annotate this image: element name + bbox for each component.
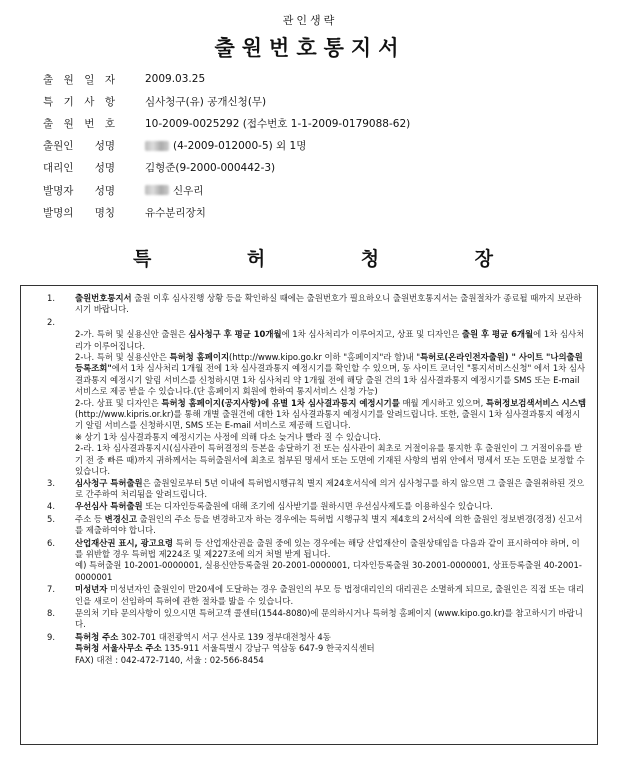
field-value: 유수분리장치 — [145, 206, 206, 219]
field-value: 김형준(9-2000-000442-3) — [145, 162, 276, 175]
field-label: 출 원 번 호 — [43, 117, 115, 130]
field-value: 10-2009-0025292 (접수번호 1-1-2009-0179088-62) — [145, 117, 411, 130]
notice-item: 7. 미성년자 미성년자인 출원인이 만20세에 도달하는 경우 출원인의 부모 등 법정대리인의 대리권은 소멸하게 되므로, 출원인은 직접 또는 대리인을 새로이 선임하여 특허에 관한 절차를 밟을 수 있습니다. — [47, 584, 584, 606]
field-label: 발명자 성명 — [43, 184, 115, 197]
field-label: 특 기 사 항 — [43, 95, 115, 108]
stamp-omitted-label: 관인생략 — [282, 14, 338, 27]
field-filing-date — [43, 68, 603, 90]
field-label: 출 원 일 자 — [43, 73, 115, 86]
notice-item: 9. 특허청 주소 302-701 대전광역시 서구 선사로 139 정부대전청사 4동 특허청 서울사무소 주소 135-911 서울특별시 강남구 역삼동 647-9 한국지식센터 FAX) 대전 : 042-472-7140, 서울 : 02-566-8454 — [47, 631, 375, 665]
application-fields — [43, 68, 603, 223]
field-value: 심사청구(유) 공개신청(무) — [145, 95, 267, 108]
notice-item: 3. 심사청구 특허출원은 출원일로부터 5년 이내에 특허법시행규칙 별지 제24호서식에 의거 심사청구를 하지 않으면 그 출원은 출원취하된 것으로 간주하여 처리됨을 알려드립니다. — [47, 477, 585, 499]
redacted-name-blur — [145, 141, 169, 151]
notice-item: 8. 문의처 기타 문의사항이 있으시면 특허고객 콜센터(1544-8080)에 문의하시거나 특허청 홈페이지 (www.kipo.go.kr)를 참고하시기 바랍니다. — [47, 607, 583, 630]
notice-box — [20, 285, 598, 745]
notice-subitem: 2-다. 상표 및 디자인은 특허청 홈페이지(공지사항)에 유별 1차 심사결과통지 예정시기를 매월 게시하고 있으며, 특허정보검색서비스 시스템(http://www.kipris.or.kr)를 통해 개별 출원건에 대한 1차 심사결과통지 예정시기를 알려드립니다. 또한, 출원시 1차 심사결과통지 예정시기 알림 서비스를 신청하시면, SMS 또는 E-mail 서비스로 제공해 드립니다. — [75, 397, 586, 431]
notice-subitem: 2-가. 특허 및 실용신안 출원은 심사청구 후 평균 10개월에 1차 심사처리가 이루어지고, 상표 및 디자인은 출원 후 평균 6개월에 1차 심사처리가 이루어집니다. — [75, 329, 585, 351]
notice-item: 5. 주소 등 변경신고 출원인의 주소 등을 변경하고자 하는 경우에는 특허법 시행규칙 별지 제4호의 2서식에 의한 출원인 정보변경(경정) 신고서를 제출하여야 합니다. — [47, 513, 583, 536]
field-invention-title — [43, 201, 603, 223]
notice-item: 2. — [47, 316, 55, 327]
notice-item: 4. 우선심사 특허출원 또는 디자인등록출원에 대해 조기에 심사받기를 원하시면 우선심사제도를 이용하실수 있습니다. — [47, 501, 493, 512]
field-label: 대리인 성명 — [43, 162, 115, 175]
page-title: 출원번호통지서 — [214, 36, 406, 60]
field-applicant-name — [43, 135, 603, 157]
notice-subitem: 2-나. 특허 및 실용신안은 특허청 홈페이지(http://www.kipo.go.kr 이하 "홈페이지"라 함)내 "특허로(온라인전자출원) " 사이트 "나의출원등록조회"에서 1차 심사처리 1개월 전에 1차 심사결과통지 예정시기를 확인할 수 있으며, 동 사이트 코너인 "통지서비스신청" 에서 1차 심사결과통지 예정시기 알림 서비스를 신청하시면 1차 심사처리 약 1개월 전에 해당 출원 건의 1차 심사결과통지 예정시기를 SMS 또는 E-mail 서비스로 제공 받을 수 있습니다.(단 홈페이지 회원에 한하여 통지서비스 신청 가능) — [75, 352, 586, 397]
notice-item: 6. 산업재산권 표시, 광고요령 특허 등 산업재산권을 출원 중에 있는 경우에는 해당 산업재산이 출원상태임을 다음과 같이 표시하여야 하며, 이를 위반할 경우 특허법 제224조 및 제227조에 의거 처벌 받게 됩니다. 예) 특허출원 10-2001-0000001, 실용신안등록출원 20-2001-0000001, 디자인등록출원 30-2001-0000001, 상표등록출원 40-2001-0000001 — [47, 537, 582, 582]
field-remarks — [43, 90, 603, 112]
field-application-number — [43, 112, 603, 134]
field-label: 출원인 성명 — [43, 140, 115, 153]
field-agent-name — [43, 157, 603, 179]
field-inventor-name — [43, 179, 603, 201]
field-label: 발명의 명칭 — [43, 206, 115, 219]
notice-subitem: 2-라. 1차 심사결과통지시(심사관이 특허결정의 등본을 송달하기 전 또는 심사관이 최초로 거절이유를 통지한 후 출원인이 그 거절이유를 받기 전 중 빠른 때)까지 귀하께서는 특허출원서에 최초로 첨부된 명세서 또는 도면에 기재된 사항의 범위 안에서 명세서 또는 도면을 보정할 수 있습니다. — [75, 443, 585, 477]
notice-item: 1. 출원번호통지서 출원 이후 심사진행 상황 등을 확인하실 때에는 출원번호가 필요하오니 출원번호통지서는 출원절차가 종료될 때까지 보관하시기 바랍니다. — [47, 293, 582, 315]
field-value: (4-2009-012000-5) 외 1명 — [145, 138, 306, 153]
redacted-name-blur — [145, 185, 169, 195]
field-value: 신우리 — [145, 183, 203, 198]
issuer-signature: 특 허 청 장 — [133, 248, 493, 270]
notice-note: ※ 상기 1차 심사결과통지 예정시기는 사정에 의해 다소 늦거나 빨라 질 수 있습니다. — [75, 431, 381, 442]
field-value: 2009.03.25 — [145, 73, 206, 86]
